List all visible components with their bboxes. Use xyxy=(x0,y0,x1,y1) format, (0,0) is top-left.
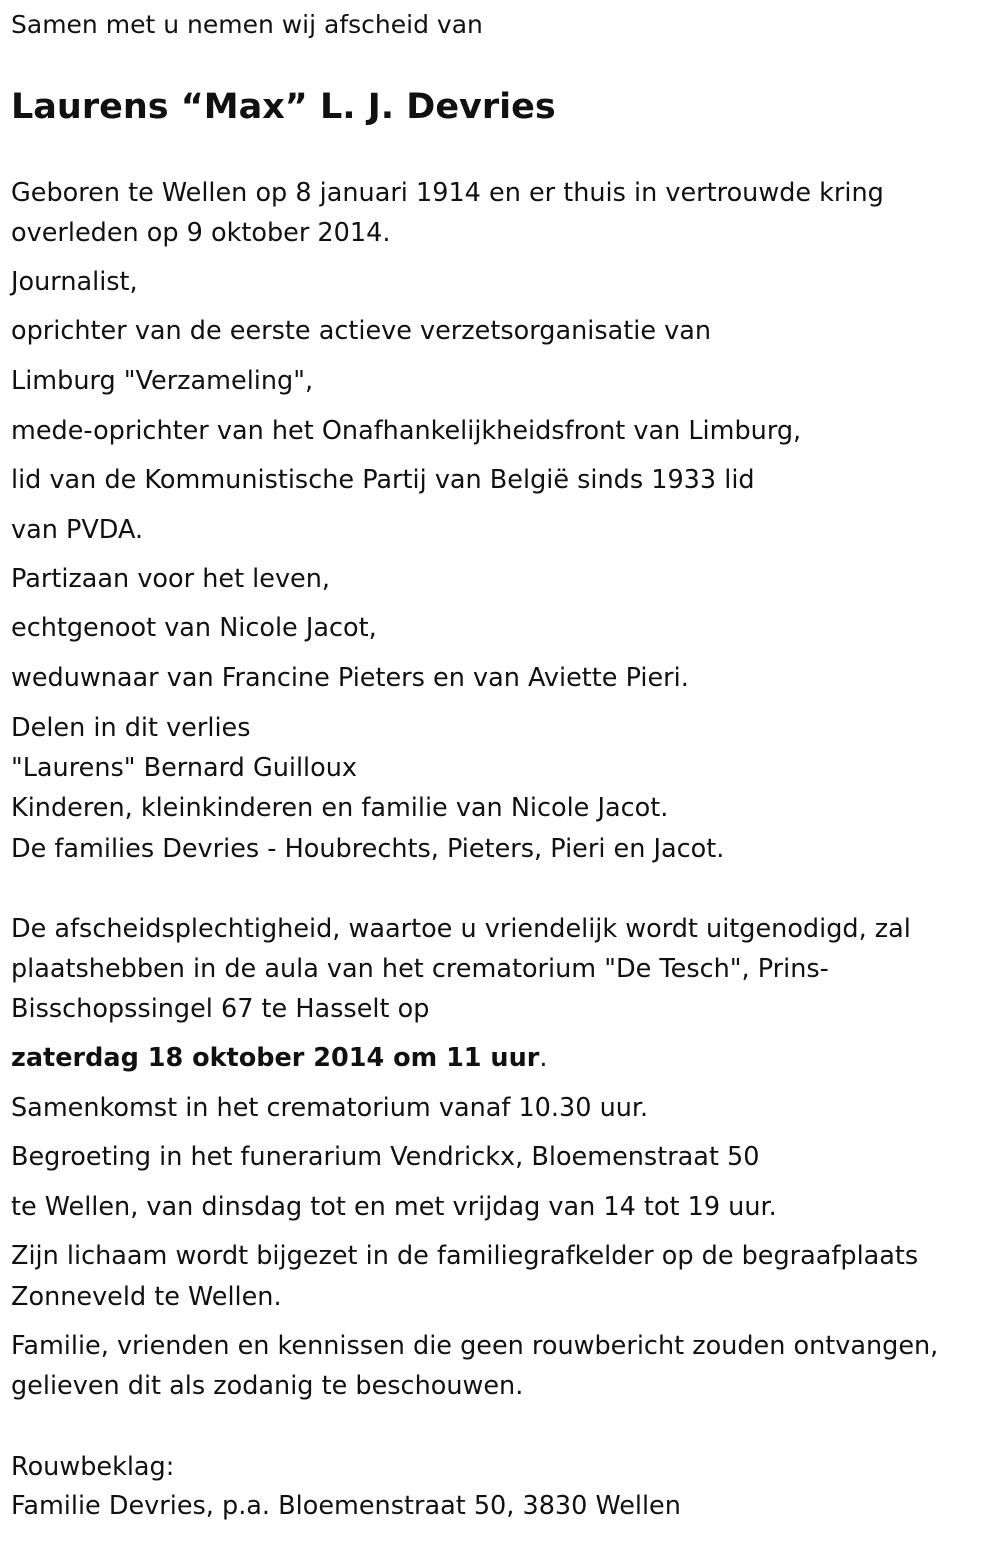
condolence-label: Rouwbeklag: xyxy=(11,1452,175,1482)
notice-line: Familie, vrienden en kennissen die geen rouwbericht zouden ontvangen, xyxy=(11,1331,939,1361)
bio-line: van PVDA. xyxy=(11,515,144,545)
mourners-line: Kinderen, kleinkinderen en familie van Nicole Jacot. xyxy=(11,793,669,823)
ceremony-line: plaatshebben in de aula van het crematorium "De Tesch", Prins- xyxy=(11,954,829,984)
gathering-line: Samenkomst in het crematorium vanaf 10.30 uur. xyxy=(11,1093,649,1123)
bio-line: echtgenoot van Nicole Jacot, xyxy=(11,613,377,643)
mourners-line: Delen in dit verlies xyxy=(11,713,251,743)
notice-line: gelieven dit als zodanig te beschouwen. xyxy=(11,1371,524,1401)
bio-line: Partizaan voor het leven, xyxy=(11,564,330,594)
bio-line: lid van de Kommunistische Partij van België sinds 1933 lid xyxy=(11,465,755,495)
ceremony-date-bold: zaterdag 18 oktober 2014 om 11 uur xyxy=(11,1043,540,1073)
burial-line: Zonneveld te Wellen. xyxy=(11,1282,282,1312)
greeting-line: te Wellen, van dinsdag tot en met vrijdag van 14 tot 19 uur. xyxy=(11,1192,777,1222)
ceremony-line: Bisschopssingel 67 te Hasselt op xyxy=(11,994,430,1024)
ceremony-date-suffix: . xyxy=(539,1043,548,1073)
condolence-address: Familie Devries, p.a. Bloemenstraat 50, 3830 Wellen xyxy=(11,1491,681,1521)
mourners-line: "Laurens" Bernard Guilloux xyxy=(11,753,357,783)
bio-line: oprichter van de eerste actieve verzetsorganisatie van xyxy=(11,316,712,346)
mourners-line: De families Devries - Houbrechts, Pieters, Pieri en Jacot. xyxy=(11,834,725,864)
ceremony-date xyxy=(11,1038,986,1078)
birth-line-2: overleden op 9 oktober 2014. xyxy=(11,218,391,248)
intro-line: Samen met u nemen wij afscheid van xyxy=(11,10,483,39)
ceremony-line: De afscheidsplechtigheid, waartoe u vriendelijk wordt uitgenodigd, zal xyxy=(11,914,911,944)
burial-line: Zijn lichaam wordt bijgezet in de familiegrafkelder op de begraafplaats xyxy=(11,1241,919,1271)
bio-line: weduwnaar van Francine Pieters en van Aviette Pieri. xyxy=(11,663,689,693)
bio-line: Limburg "Verzameling", xyxy=(11,366,314,396)
bio-line: Journalist, xyxy=(11,267,138,297)
birth-line-1: Geboren te Wellen op 8 januari 1914 en er thuis in vertrouwde kring xyxy=(11,178,884,208)
greeting-line: Begroeting in het funerarium Vendrickx, Bloemenstraat 50 xyxy=(11,1142,760,1172)
deceased-name: Laurens “Max” L. J. Devries xyxy=(11,87,556,127)
bio-line: mede-oprichter van het Onafhankelijkheidsfront van Limburg, xyxy=(11,416,802,446)
